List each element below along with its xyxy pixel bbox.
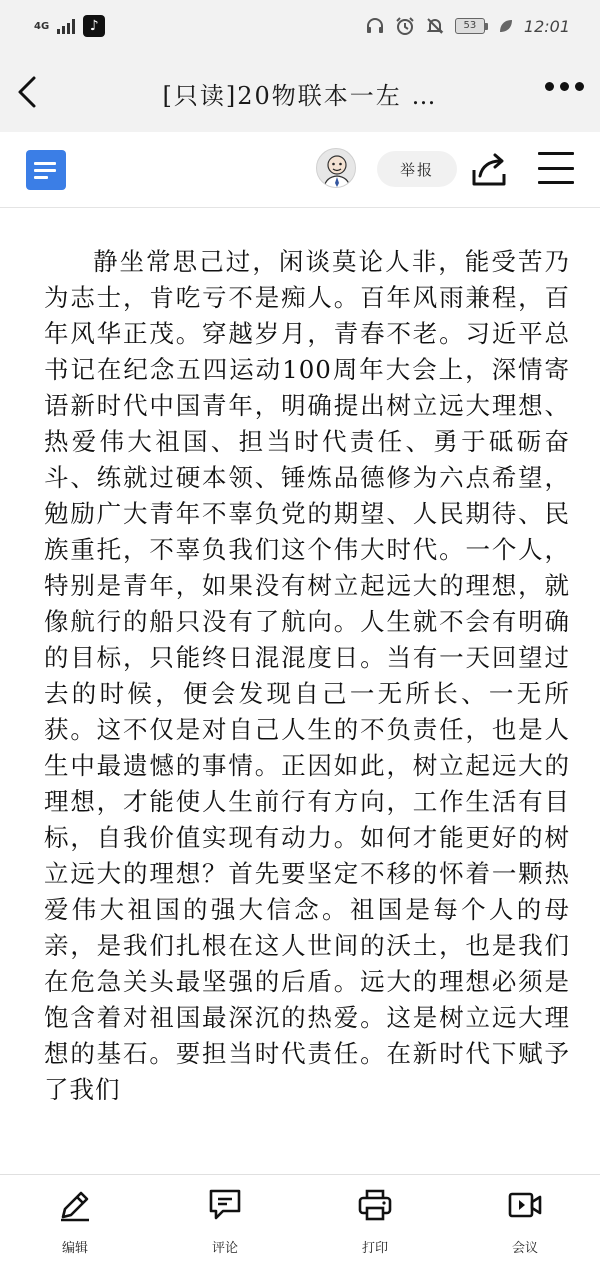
- avatar[interactable]: [316, 148, 356, 188]
- menu-line: [538, 181, 574, 184]
- document-toolbar: [0, 132, 600, 208]
- menu-button[interactable]: [538, 152, 574, 184]
- menu-line: [538, 167, 574, 170]
- status-right: [365, 16, 570, 36]
- battery-icon: [455, 18, 488, 34]
- mute-icon: [425, 16, 445, 36]
- edit-button[interactable]: [0, 1175, 150, 1266]
- printer-icon: [357, 1187, 393, 1223]
- meeting-button[interactable]: [450, 1175, 600, 1266]
- status-bar: [0, 0, 600, 52]
- print-button[interactable]: [300, 1175, 450, 1266]
- dot-icon: [545, 82, 554, 91]
- dot-icon: [560, 82, 569, 91]
- alarm-icon: [395, 16, 415, 36]
- document-paragraph: 静坐常思己过，闲谈莫论人非，能受苦乃为志士，肯吃亏不是痴人。百年风雨兼程，百年风华正茂。穿越岁月，青春不老。习近平总书记在纪念五四运动100周年大会上，深情寄语新时代中国青年，明确提出树立远大理想、热爱伟大祖国、担当时代责任、勇于砥砺奋斗、练就过硬本领、锤炼品德修为六点希望，勉励广大青年不辜负党的期望、人民期待、民族重托，不辜负我们这个伟大时代。一个人，特别是青年，如果没有树立起远大的理想，就像航行的船只没有了航向。人生就不会有明确的目标，只能终日混混度日。当有一天回望过去的时候，便会发现自己一无所长、一无所获。这不仅是对自己人生的不负责任，也是人生中最遗憾的事情。正因如此，树立起远大的理想，才能使人生前行有方向，工作生活有目标，自我价值实现有动力。如何才能更好的树立远大的理想？首先要坚定不移的怀着一颗热爱伟大祖国的强大信念。祖国是每个人的母亲，是我们扎根在这人世间的沃土，也是我们在危急关头最坚强的后盾。远大的理想必须是饱含着对祖国最深沉的热爱。这是树立远大理想的基石。要担当时代责任。在新时代下赋予了我们: [44, 247, 570, 1104]
- report-button[interactable]: 举报: [377, 151, 457, 187]
- status-left: [34, 15, 105, 37]
- nav-bar: [0, 52, 600, 132]
- page-title: [只读]20物联本一左 …: [162, 82, 438, 110]
- share-button[interactable]: [470, 148, 510, 188]
- clock-time: 12:01: [523, 16, 570, 36]
- more-button[interactable]: [545, 82, 584, 91]
- user-avatar-icon: [317, 149, 356, 188]
- pencil-icon: [57, 1187, 93, 1223]
- tiktok-icon: ♪: [83, 15, 105, 37]
- battery-level: 53: [455, 18, 485, 34]
- network-type: 4G: [34, 20, 50, 32]
- dot-icon: [575, 82, 584, 91]
- meeting-label: 会议: [511, 1241, 538, 1256]
- headset-icon: [365, 16, 385, 36]
- document-icon[interactable]: [26, 150, 66, 190]
- print-label: 打印: [361, 1241, 388, 1256]
- bottom-bar: [0, 1174, 600, 1266]
- document-content[interactable]: [44, 244, 570, 1174]
- leaf-icon: [498, 18, 514, 34]
- comment-button[interactable]: [150, 1175, 300, 1266]
- video-icon: [507, 1187, 543, 1223]
- comment-icon: [207, 1187, 243, 1223]
- signal-icon: [57, 18, 75, 34]
- edit-label: 编辑: [61, 1241, 88, 1256]
- comment-label: 评论: [211, 1241, 238, 1256]
- share-icon: [470, 148, 510, 188]
- menu-line: [538, 152, 574, 155]
